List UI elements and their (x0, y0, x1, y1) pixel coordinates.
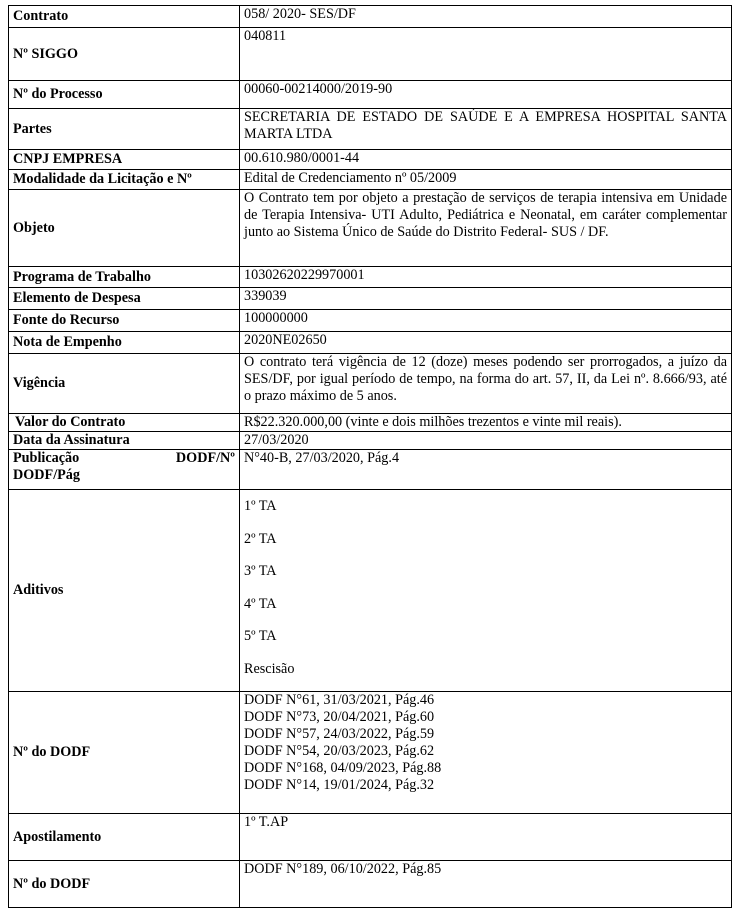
row-partes (9, 109, 732, 150)
row-modalidade (9, 170, 732, 190)
value-objeto: O Contrato tem por objeto a prestação de serviços de terapia intensiva em Unidade de Terapia Intensiva- UTI Adulto, Pediátrica e Neonatal, em caráter complementar junto ao Sistema Único de Saúde do Distrito Federal- SUS / DF. (240, 190, 732, 267)
row-aditivos (9, 490, 732, 692)
row-dodf-aditivos (9, 692, 732, 814)
value-empenho: 2020NE02650 (240, 332, 732, 354)
row-cnpj (9, 150, 732, 170)
value-elemento: 339039 (240, 288, 732, 310)
value-vigencia: O contrato terá vigência de 12 (doze) meses podendo ser prorrogados, a juízo da SES/DF, por igual período de tempo, na forma do art. 57, II, da Lei nº. 8.666/93, até o prazo máximo de 5 anos. (240, 354, 732, 414)
aditivo-item: Rescisão (244, 660, 295, 677)
label-valor: Valor do Contrato (9, 414, 240, 432)
aditivo-item: 4º TA (244, 595, 277, 612)
label-publicacao (9, 450, 240, 490)
value-dodf-apostilamento: DODF N°189, 06/10/2022, Pág.85 (240, 861, 732, 908)
publicacao-label-a: Publicação (13, 450, 80, 466)
label-cnpj: CNPJ EMPRESA (9, 150, 240, 170)
row-objeto (9, 190, 732, 267)
row-contrato (9, 6, 732, 28)
row-dodf-apostilamento (9, 861, 732, 908)
value-programa: 10302620229970001 (240, 267, 732, 288)
label-dodf-apostilamento: Nº do DODF (9, 861, 240, 908)
label-assinatura: Data da Assinatura (9, 432, 240, 450)
value-partes: SECRETARIA DE ESTADO DE SAÚDE E A EMPRESA HOSPITAL SANTA MARTA LTDA (240, 109, 732, 150)
label-empenho: Nota de Empenho (9, 332, 240, 354)
row-apostilamento (9, 814, 732, 861)
label-objeto: Objeto (9, 190, 240, 267)
value-apostilamento: 1º T.AP (240, 814, 732, 861)
label-fonte: Fonte do Recurso (9, 310, 240, 332)
value-valor: R$22.320.000,00 (vinte e dois milhões trezentos e vinte mil reais). (240, 414, 732, 432)
label-elemento: Elemento de Despesa (9, 288, 240, 310)
row-publicacao (9, 450, 732, 490)
value-dodf-aditivos (240, 692, 732, 814)
aditivo-item: 2º TA (244, 530, 277, 547)
value-modalidade: Edital de Credenciamento nº 05/2009 (240, 170, 732, 190)
row-valor (9, 414, 732, 432)
label-partes: Partes (9, 109, 240, 150)
label-aditivos: Aditivos (9, 490, 240, 692)
value-cnpj: 00.610.980/0001-44 (240, 150, 732, 170)
row-elemento (9, 288, 732, 310)
dodf-item: DODF N°14, 19/01/2024, Pág.32 (244, 777, 435, 793)
publicacao-label-line (13, 450, 235, 467)
dodf-item: DODF N°168, 04/09/2023, Pág.88 (244, 760, 442, 776)
dodf-item: DODF N°73, 20/04/2021, Pág.60 (244, 709, 435, 725)
row-siggo (9, 28, 732, 81)
value-fonte: 100000000 (240, 310, 732, 332)
aditivo-item: 1º TA (244, 498, 277, 514)
label-apostilamento: Apostilamento (9, 814, 240, 861)
contract-summary-table (8, 5, 732, 908)
value-contrato: 058/ 2020- SES/DF (240, 6, 732, 28)
row-empenho (9, 332, 732, 354)
dodf-item: DODF N°57, 24/03/2022, Pág.59 (244, 726, 435, 742)
value-processo: 00060-00214000/2019-90 (240, 81, 732, 109)
row-programa (9, 267, 732, 288)
row-vigencia (9, 354, 732, 414)
label-vigencia: Vigência (9, 354, 240, 414)
value-siggo: 040811 (240, 28, 732, 81)
row-assinatura (9, 432, 732, 450)
publicacao-label-c: DODF/Pág (13, 467, 80, 483)
label-siggo: Nº SIGGO (9, 28, 240, 81)
publicacao-label-b: DODF/Nº (175, 450, 235, 466)
aditivos-list (244, 490, 727, 691)
label-modalidade: Modalidade da Licitação e Nº (9, 170, 240, 190)
label-processo: Nº do Processo (9, 81, 240, 109)
value-assinatura: 27/03/2020 (240, 432, 732, 450)
dodf-item: DODF N°61, 31/03/2021, Pág.46 (244, 692, 435, 708)
label-contrato: Contrato (9, 6, 240, 28)
row-processo (9, 81, 732, 109)
label-programa: Programa de Trabalho (9, 267, 240, 288)
label-dodf-aditivos: Nº do DODF (9, 692, 240, 814)
dodf-item: DODF N°54, 20/03/2023, Pág.62 (244, 743, 435, 759)
row-fonte (9, 310, 732, 332)
aditivo-item: 5º TA (244, 628, 277, 645)
aditivo-item: 3º TA (244, 563, 277, 580)
value-aditivos (240, 490, 732, 692)
value-publicacao: N°40-B, 27/03/2020, Pág.4 (240, 450, 732, 490)
